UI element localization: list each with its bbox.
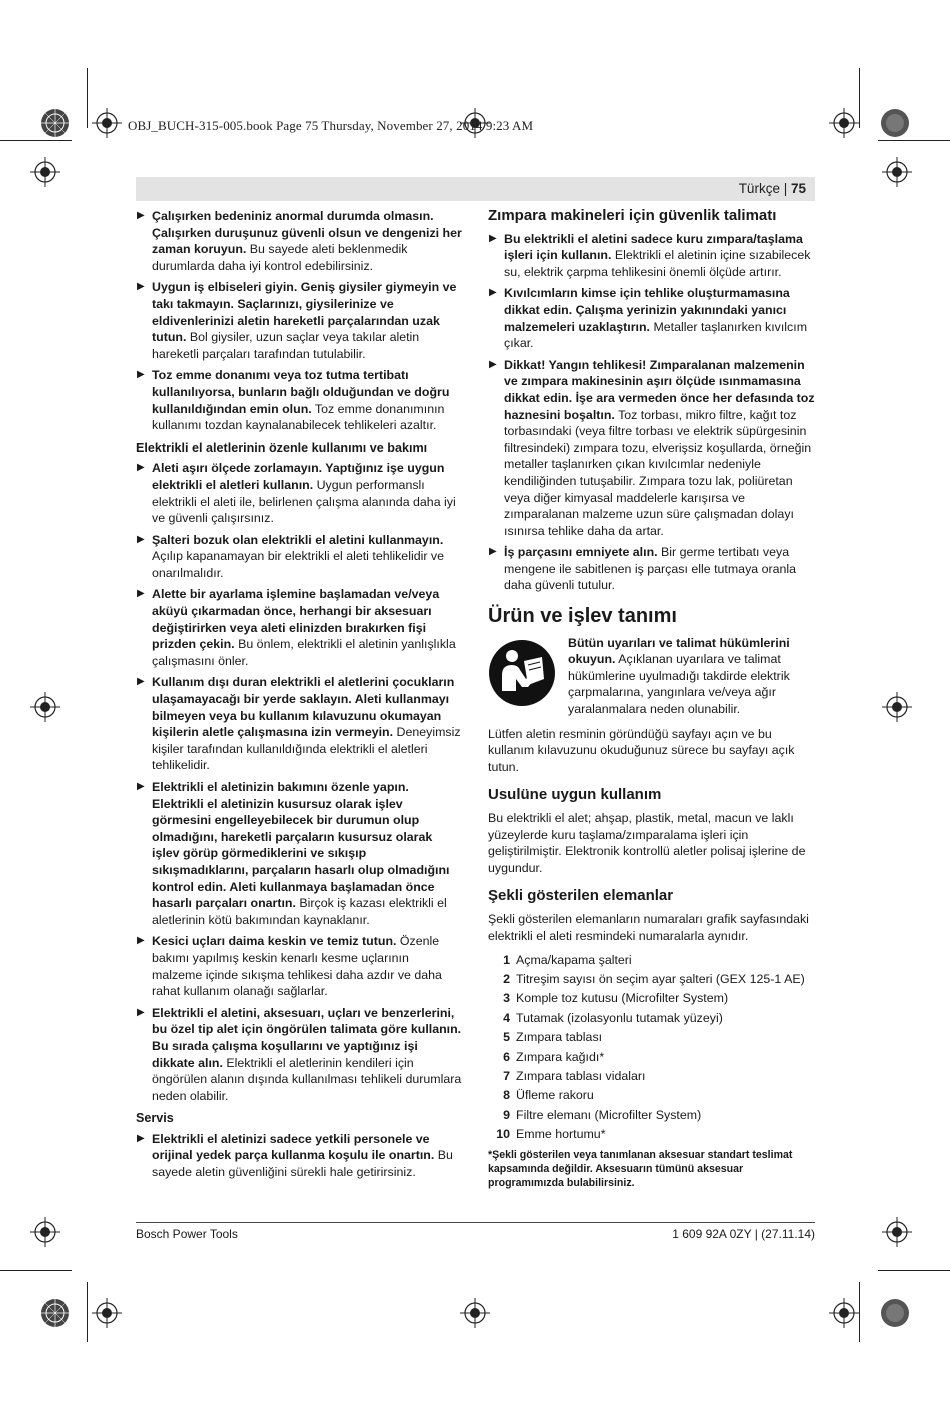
bullet-arrow-icon: ▶	[489, 287, 497, 299]
component-label: Zımpara kağıdı*	[516, 1049, 605, 1064]
registration-mark	[882, 1217, 912, 1247]
crop-mark	[859, 1282, 860, 1342]
registration-mark	[882, 157, 912, 187]
component-label: Titreşim sayısı ön seçim ayar şalteri (GEX 125-1 AE)	[516, 971, 805, 986]
component-item	[488, 970, 815, 989]
bullet-arrow-icon: ▶	[137, 1132, 145, 1144]
header-separator: |	[779, 181, 791, 196]
bullet-bold-text: Şalteri bozuk olan elektrikli el aletini kullanmayın.	[152, 532, 444, 547]
components-list	[488, 950, 815, 1144]
component-item	[488, 1008, 815, 1027]
read-instructions-warning	[488, 635, 815, 718]
component-label: Açma/kapama şalteri	[516, 952, 632, 967]
registration-mark	[882, 692, 912, 722]
bullet-item	[488, 285, 815, 351]
bullet-text: Elektrikli el aletinin içine sızabilecek su, elektrik çarpma tehlikesini önemli ölçüde artırır.	[504, 248, 811, 279]
bullet-text: Özenle bakımı yapılmış keskin kenarlı kesme uçlarının malzeme içinde sıkışma tehlikesi daha azdır ve daha rahat kullanım olanağı sağlarlar.	[152, 934, 442, 999]
components-intro: Şekli gösterilen elemanların numaraları grafik sayfasındaki elektrikli el aleti resmindeki numaralarla aynıdır.	[488, 911, 809, 943]
component-item	[488, 950, 815, 969]
left-items-c	[136, 1131, 462, 1181]
section-heading-care: Elektrikli el aletlerinin özenle kullanımı ve bakımı	[136, 440, 428, 455]
bullet-text: Bu sayede aleti beklenmedik durumlarda daha iyi kontrol edebilirsiniz.	[152, 242, 408, 273]
bullet-arrow-icon: ▶	[489, 546, 497, 558]
component-item	[488, 1105, 815, 1124]
read-manual-icon	[488, 639, 556, 707]
registration-mark	[40, 108, 70, 138]
registration-mark	[880, 1298, 910, 1328]
bullet-bold-text: Bu elektrikli el aletini sadece kuru zımpara/taşlama işleri için kullanın.	[504, 231, 803, 263]
bullet-arrow-icon: ▶	[137, 1006, 145, 1018]
bullet-bold-text: Elektrikli el aletini, aksesuarı, uçları ve benzerlerini, bu özel tip alet için öngörülen talimata göre kullanın. Bu sırada çalışma koşullarını ve yaptığınız işi dikkate alın.	[152, 1005, 462, 1070]
footer-doc-number: 1 609 92A 0ZY | (27.11.14)	[672, 1227, 815, 1241]
component-number: 5	[503, 1030, 510, 1045]
bullet-text: Uygun performanslı elektrikli el aleti ile, belirlenen çalışma alanında daha iyi ve güvenli çalışırsınız.	[152, 477, 456, 526]
component-number: 8	[503, 1088, 510, 1103]
bullet-text: Toz emme donanımının kullanımı tozdan kaynalanabilecek tehlikeleri azaltır.	[152, 401, 445, 433]
component-label: Komple toz kutusu (Microfilter System)	[516, 991, 729, 1006]
component-number: 2	[503, 971, 510, 986]
bullet-item	[136, 279, 462, 362]
page-number: 75	[790, 181, 806, 196]
bullet-item	[136, 1131, 462, 1181]
registration-mark	[40, 1298, 70, 1328]
footer-rule	[136, 1222, 815, 1223]
bullet-bold-text: Alette bir ayarlama işlemine başlamadan ve/veya aküyü çıkarmadan önce, herhangi bir aksesuarı değiştirirken veya aleti elinizden bırakırken fişi prizden çekin.	[152, 587, 440, 652]
component-label: Üfleme rakoru	[516, 1088, 594, 1103]
bullet-arrow-icon: ▶	[137, 935, 145, 947]
left-items-b	[136, 460, 462, 1104]
section-heading-usage: Usulüne uygun kullanım	[488, 786, 662, 804]
bullet-bold-text: Kullanım dışı duran elektrikli el aletlerini çocukların ulaşamayacağı bir yerde saklayın. Aleti kullanmayı bilmeyen veya bu kullanım kılavuzunu okumayan kişilerin aletle çalışmasına izin vermeyin.	[152, 675, 455, 740]
component-number: 3	[503, 991, 510, 1006]
component-item	[488, 1067, 815, 1086]
header-language: Türkçe	[738, 181, 780, 196]
bullet-item	[488, 231, 815, 281]
crop-mark	[878, 140, 950, 141]
component-item	[488, 1125, 815, 1144]
bullet-bold-text: Uygun iş elbiseleri giyin. Geniş giysiler giymeyin ve takı takmayın. Saçlarınızı, giysilerinize ve eldivenlerinizi aletin hareketli parçalarından uzak tutun.	[152, 280, 457, 345]
component-number: 4	[503, 1010, 510, 1025]
heading-product-description: Ürün ve işlev tanımı	[488, 605, 677, 628]
crop-mark	[0, 140, 72, 141]
bullet-text: Açılıp kapanamayan bir elektrikli el aleti tehlikelidir ve onarılmalıdır.	[152, 549, 445, 580]
bullet-text: Bu sayede aletin güvenliğini sürekli hale getirirsiniz.	[152, 1148, 453, 1180]
bullet-item	[488, 357, 815, 540]
bullet-item	[488, 544, 815, 594]
registration-mark	[829, 1298, 859, 1328]
bullet-arrow-icon: ▶	[137, 533, 145, 545]
component-label: Filtre elemanı (Microfilter System)	[516, 1107, 702, 1122]
crop-mark	[87, 1282, 88, 1342]
bullet-item	[136, 586, 462, 669]
bullet-arrow-icon: ▶	[489, 358, 497, 370]
component-item	[488, 1047, 815, 1066]
section-heading-safety: Zımpara makineleri için güvenlik talimatı	[488, 207, 777, 224]
crop-mark	[859, 68, 860, 128]
bullet-arrow-icon: ▶	[137, 588, 145, 600]
bullet-text: Bir germe tertibatı veya mengene ile sabitlenen iş parçası elle tutmaya oranla daha güvenli tutulur.	[504, 545, 797, 593]
warning-bold: Bütün uyarıları ve talimat hükümlerini okuyun.	[568, 635, 790, 667]
bullet-arrow-icon: ▶	[137, 210, 145, 221]
bullet-item	[136, 532, 462, 582]
header-text	[739, 181, 806, 196]
bullet-bold-text: Kıvılcımların kimse için tehlike oluşturmamasına dikkat edin. Çalışma yerinizin yakınındaki yanıcı malzemeleri uzaklaştırın.	[504, 286, 790, 334]
right-column	[488, 208, 815, 1190]
bullet-bold-text: Çalışırken bedeniniz anormal durumda olmasın. Çalışırken duruşunuz güvenli olsun ve dengenizi her zaman koruyun.	[152, 209, 462, 257]
component-label: Zımpara tablası	[516, 1030, 603, 1045]
bullet-bold-text: Dikkat! Yangın tehlikesi! Zımparalanan malzemenin ve zımpara makinesinin aşırı ölçüde ısınmamasına dikkat edin. İşe ara vermeden önce her defasında toz haznesini boşaltın.	[504, 357, 815, 422]
usage-text: Bu elektrikli el alet; ahşap, plastik, metal, macun ve laklı yüzeylerde kuru taşlama/zımparalama işleri için geliştirilmiştir. Elektronik kontrollü aletler polisaj işlerine de uygundur.	[488, 811, 806, 875]
bullet-bold-text: Kesici uçları daima keskin ve temiz tutun.	[152, 934, 397, 949]
bullet-bold-text: Elektrikli el aletinizi sadece yetkili personele ve orijinal yedek parça kullanma koşulu ile onartın.	[152, 1131, 435, 1163]
bullet-arrow-icon: ▶	[137, 281, 145, 293]
crop-mark	[0, 1270, 72, 1271]
bullet-arrow-icon: ▶	[137, 781, 145, 792]
print-info-line: OBJ_BUCH-315-005.book Page 75 Thursday, November 27, 2014 9:23 AM	[128, 118, 534, 133]
bullet-item	[136, 1005, 462, 1105]
component-item	[488, 1028, 815, 1047]
bullet-item	[136, 674, 462, 774]
registration-mark	[30, 1217, 60, 1247]
section-heading-service: Servis	[136, 1111, 174, 1126]
right-items	[488, 231, 815, 594]
component-label: Zımpara tablası vidaları	[516, 1068, 646, 1083]
component-number: 6	[503, 1049, 510, 1064]
registration-mark	[92, 1298, 122, 1328]
registration-mark	[30, 157, 60, 187]
registration-mark	[92, 108, 122, 138]
registration-mark	[880, 108, 910, 138]
bullet-bold-text: Aleti aşırı ölçede zorlamayın. Yaptığınız işe uygun elektrikli el aletleri kullanın.	[152, 461, 445, 492]
bullet-item	[136, 933, 462, 999]
bullet-bold-text: İş parçasını emniyete alın.	[504, 545, 658, 560]
bullet-text: Deneyimsiz kişiler tarafından kullanıldığında elektrikli el aletleri tehlikelidir.	[152, 725, 461, 773]
component-number: 1	[503, 952, 510, 967]
registration-mark	[829, 108, 859, 138]
bullet-text: Bu önlem, elektrikli el aletinin yanlışlıkla çalışmasını önler.	[152, 637, 456, 668]
crop-mark	[87, 68, 88, 128]
component-number: 7	[503, 1068, 510, 1083]
component-number: 10	[496, 1127, 510, 1142]
bullet-text: Metaller taşlanırken kıvılcım çıkar.	[504, 319, 808, 351]
bullet-item	[136, 367, 462, 433]
component-label: Tutamak (izolasyonlu tutamak yüzeyi)	[516, 1010, 723, 1025]
component-item	[488, 1086, 815, 1105]
bullet-bold-text: Toz emme donanımı veya toz tutma tertibatı kullanılıyorsa, bunların bağlı olduğundan ve doğru kullanıldığından emin olun.	[152, 368, 450, 416]
page-header	[136, 177, 815, 201]
section-heading-components: Şekli gösterilen elemanlar	[488, 887, 674, 905]
registration-mark	[460, 1298, 490, 1328]
warning-text: Açıklanan uyarılara ve talimat hükümlerine uyulmadığı takdirde elektrik çarpmalarına, yangınlara ve/veya ağır yaralanmalara neden olunabilir.	[568, 652, 790, 717]
bullet-item	[136, 208, 462, 274]
bullet-bold-text: Elektrikli el aletinizin bakımını özenle yapın. Elektrikli el aletinizin kusursuz olarak işlev görmesini engelleyebilecek bir durumun olup olmadığını, hareketli parçaların kusursuz olarak işlev görüp görmediklerini ve sıkışıp sıkışmadıklarını, parçaların hasarlı olup olmadığını kontrol edin. Aleti kullanmaya başlamadan önce hasarlı parçaları onartın.	[152, 780, 450, 911]
footnote: *Şekli gösterilen veya tanımlanan aksesuar standart teslimat kapsamında değildir. Aksesuarın tümünü aksesuar programımızda bulabilirsiniz.	[488, 1149, 793, 1190]
bullet-text: Elektrikli el aletlerinin kendileri için öngörülen alanın dışında kullanılması tehlikeli durumlara neden olabilir.	[152, 1055, 462, 1103]
footer-brand: Bosch Power Tools	[136, 1227, 238, 1241]
registration-mark	[30, 692, 60, 722]
bullet-arrow-icon: ▶	[137, 676, 145, 688]
bullet-arrow-icon: ▶	[137, 462, 145, 474]
component-item	[488, 989, 815, 1008]
bullet-text: Toz torbası, mikro filtre, kağıt toz torbasındaki (veya filtre torbası ve elektrik süpürgesinin filtresindeki) zımpara tozu, elverişsiz koşullarda, örneğin metaller taşlanırken çıkan kıvılcımlar nedeniyle kendiliğinden tutuşabilir. Zımpara tozu lak, poliüretan veya diğer kimyasal maddelerle karışırsa ve zımparalanan malzeme uzun süre çalışmadan dolayı ısınırsa tehlike daha da artar.	[504, 407, 812, 538]
fold-out-note: Lütfen aletin resminin göründüğü sayfayı açın ve bu kullanım kılavuzunu okuduğunuz sürece bu sayfayı açık tutun.	[488, 726, 795, 774]
component-label: Emme hortumu*	[516, 1127, 606, 1142]
bullet-text: Birçok iş kazası elektrikli el aletlerinin kötü bakımından kaynaklanır.	[152, 896, 447, 927]
bullet-arrow-icon: ▶	[137, 369, 145, 381]
bullet-item	[136, 460, 462, 526]
bullet-text: Bol giysiler, uzun saçlar veya takılar aletin hareketli parçaları tarafından tutulabilir.	[152, 330, 420, 361]
crop-mark	[878, 1270, 950, 1271]
left-items-a	[136, 208, 462, 434]
bullet-arrow-icon: ▶	[489, 232, 497, 244]
bullet-item	[136, 779, 462, 928]
left-column	[136, 208, 462, 1186]
component-number: 9	[503, 1107, 510, 1122]
